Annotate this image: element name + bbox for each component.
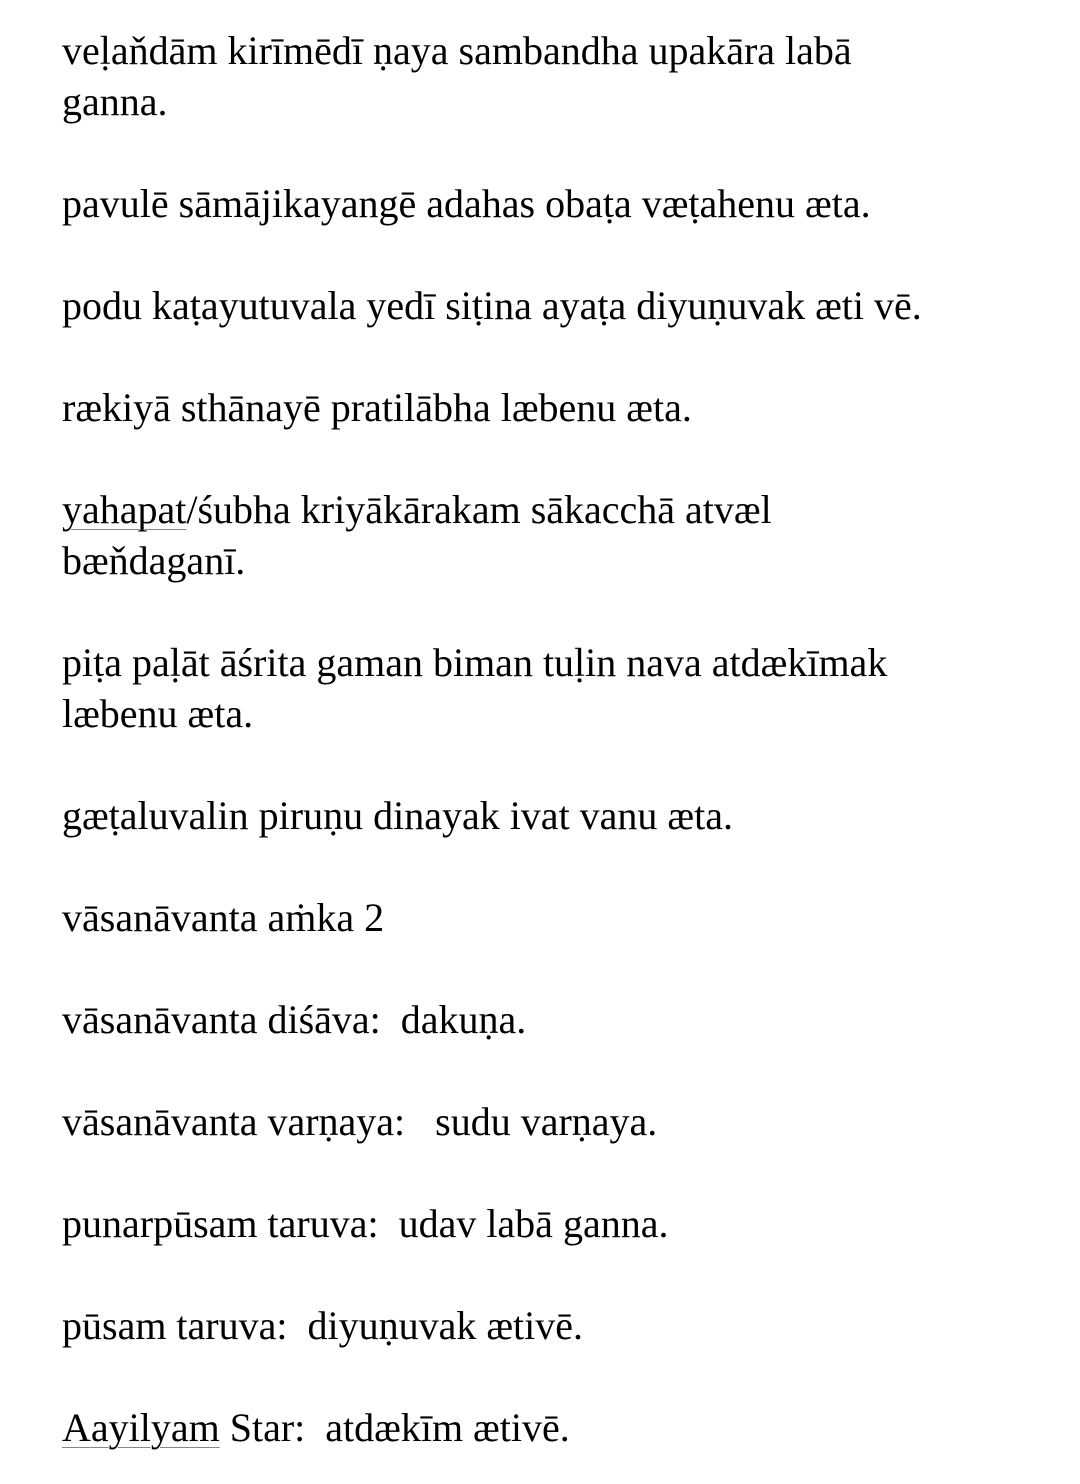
paragraph-text: gæṭaluvalin piruṇu dinayak ivat vanu æta.	[62, 793, 733, 838]
paragraph-text: vāsanāvanta diśāva: dakuṇa.	[62, 997, 527, 1042]
paragraph-text: punarpūsam taruva: udav labā ganna.	[62, 1201, 669, 1246]
paragraph-8	[62, 892, 1062, 943]
paragraph-5	[62, 484, 1062, 586]
paragraph-text: vāsanāvanta aṁka 2	[62, 895, 385, 940]
paragraph-9	[62, 994, 1062, 1045]
paragraph-13	[62, 1402, 1062, 1453]
paragraph-text: pavulē sāmājikayangē adahas obaṭa væṭahenu æta.	[62, 181, 871, 226]
document-page	[62, 0, 1062, 1484]
paragraph-1	[62, 25, 1062, 127]
paragraph-text: vāsanāvanta varṇaya: sudu varṇaya.	[62, 1099, 658, 1144]
spellcheck-underlined-word: yahapat	[62, 487, 187, 532]
paragraph-2	[62, 178, 1062, 229]
paragraph-text: /śubha kriyākārakam sākacchā atvæl bæňdaganī.	[62, 487, 772, 583]
paragraph-text: pūsam taruva: diyuṇuvak ætivē.	[62, 1303, 584, 1348]
paragraph-text: piṭa paḷāt āśrita gaman biman tuḷin nava atdækīmak læbenu æta.	[62, 640, 888, 736]
paragraph-7	[62, 790, 1062, 841]
paragraph-3	[62, 280, 1062, 331]
paragraph-text: rækiyā sthānayē pratilābha læbenu æta.	[62, 385, 692, 430]
paragraph-12	[62, 1300, 1062, 1351]
paragraph-6	[62, 637, 1062, 739]
paragraph-text: veḷaňdām kirīmēdī ṇaya sambandha upakāra labā ganna.	[62, 28, 852, 124]
paragraph-10	[62, 1096, 1062, 1147]
paragraph-4	[62, 382, 1062, 433]
paragraph-text: podu kaṭayutuvala yedī siṭina ayaṭa diyuṇuvak æti vē.	[62, 283, 922, 328]
spellcheck-underlined-word: Aayilyam	[62, 1405, 220, 1450]
paragraph-11	[62, 1198, 1062, 1249]
paragraph-text: Star: atdækīm ætivē.	[219, 1405, 570, 1450]
